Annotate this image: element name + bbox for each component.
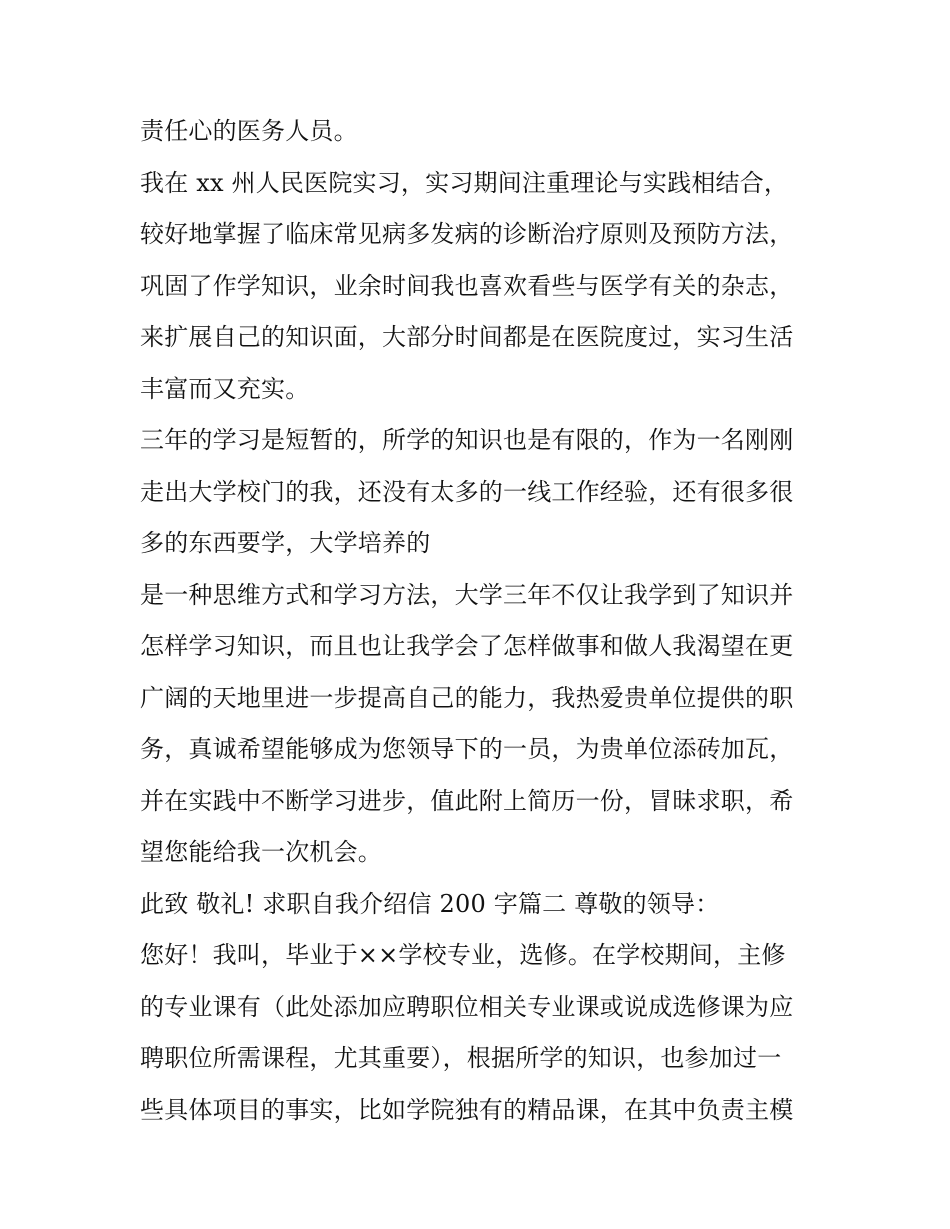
text-line: 三年的学习是短暂的，所学的知识也是有限的，作为一名刚刚 xyxy=(140,426,794,454)
text-line: 您好！我叫，毕业于××学校专业，选修。在学校期间，主修 xyxy=(140,941,786,969)
text-line: 是一种思维方式和学习方法，大学三年不仅让我学到了知识并 xyxy=(140,580,794,609)
text-line: 我在 xx 州人民医院实习，实习期间注重理论与实践相结合， xyxy=(140,168,789,197)
text-line: 广阔的天地里进一步提高自己的能力，我热爱贵单位提供的职 xyxy=(140,683,794,712)
text-line: 务，真诚希望能够成为您领导下的一员，为贵单位添砖加瓦， xyxy=(140,735,794,763)
text-line: 此致 敬礼! 求职自我介绍信 200 字篇二 尊敬的领导： xyxy=(140,889,720,918)
text-line: 聘职位所需课程，尤其重要），根据所学的知识，也参加过一 xyxy=(140,1044,782,1072)
text-line: 多的东西要学，大学培养的 xyxy=(140,529,431,557)
text-line: 些具体项目的事实，比如学院独有的精品课，在其中负责主模 xyxy=(140,1095,794,1124)
text-line: 并在实践中不断学习进步，值此附上简历一份，冒昧求职，希 xyxy=(140,786,794,815)
text-line: 责任心的医务人员。 xyxy=(140,117,358,145)
text-line: 巩固了作学知识，业余时间我也喜欢看些与医学有关的杂志， xyxy=(140,271,794,300)
text-line: 较好地掌握了临床常见病多发病的诊断治疗原则及预防方法， xyxy=(140,220,794,248)
text-line: 望您能给我一次机会。 xyxy=(140,838,382,866)
document-body xyxy=(140,106,830,1136)
text-line: 的专业课有（此处添加应聘职位相关专业课或说成选修课为应 xyxy=(140,992,794,1021)
text-line: 走出大学校门的我，还没有太多的一线工作经验，还有很多很 xyxy=(140,477,794,506)
text-line: 怎样学习知识，而且也让我学会了怎样做事和做人我渴望在更 xyxy=(140,632,794,660)
text-line: 丰富而又充实。 xyxy=(140,374,310,403)
text-line: 来扩展自己的知识面，大部分时间都是在医院度过，实习生活 xyxy=(140,323,794,351)
